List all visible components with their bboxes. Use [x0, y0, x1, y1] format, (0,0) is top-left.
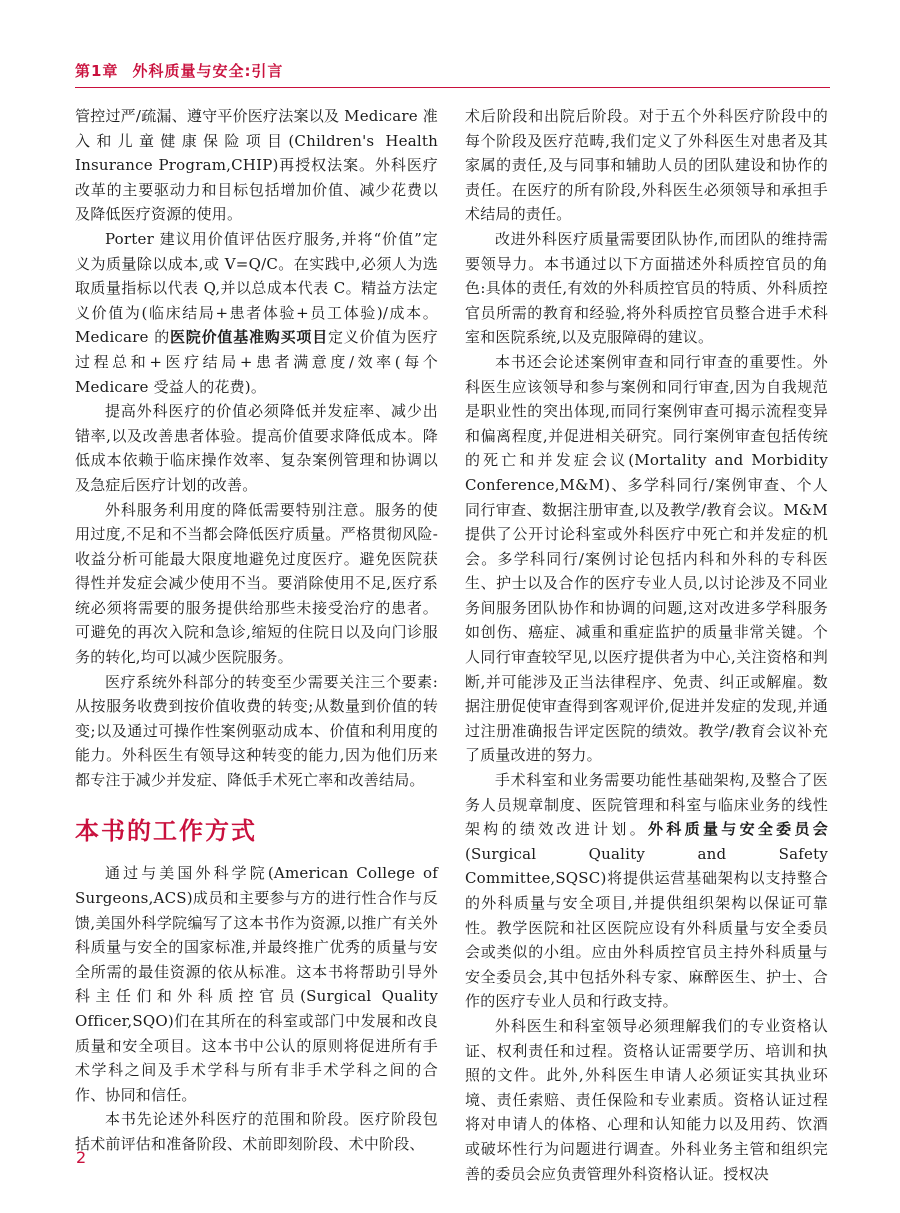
header-divider	[75, 87, 830, 88]
text-run: (Surgical Quality and Safety Committee,SQSC)将提供运营基础架构以支持整合的外科质量与安全项目,并提供组织架构以保证可靠性。教学医院和社区医院应设有外科质量与安全委员会或类似的小组。应由外科质控官员主持外科质量与安全委员会,其中包括外科专家、麻醉医生、护士、合作的医疗专业人员和行政支持。	[465, 844, 828, 1011]
key-term: 外科质量与安全委员会	[648, 820, 828, 839]
running-head	[75, 60, 283, 81]
text-run: 本书先论述外科医疗的范围和阶段。医疗阶段包括术前评估和准备阶段、术前即刻阶段、术中阶段、	[75, 1110, 438, 1153]
text-run: Porter 建议用价值评估医疗服务,并将“价值”定义为质量除以成本,或 V=Q/C。在实践中,必须人为选取质量指标以代表 Q,并以总成本代表 C。精益方法定义价值为(临床结局+患者体验+员工体验)/成本。Medicare 的	[75, 229, 438, 347]
text-run: 改进外科医疗质量需要团队协作,而团队的维持需要领导力。本书通过以下方面描述外科质控官员的角色:具体的责任,有效的外科质控官员的特质、外科质控官员所需的教育和经验,将外科质控官员整合进手术科室和医院系统,以及克服障碍的建议。	[465, 229, 828, 347]
text-run: 手术科室和业务需要功能性基础架构,及整合了医务人员规章制度、医院管理和科室与临床业务的线性架构的绩效改进计划。	[465, 771, 828, 839]
text-run: 外科医生和科室领导必须理解我们的专业资格认证、权利责任和过程。资格认证需要学历、培训和执照的文件。此外,外科医生申请人必须证实其执业环境、责任索赔、责任保险和专业素质。资格认证过程将对申请人的体格、心理和认知能力以及用药、饮酒或破坏性行为问题进行调查。外科业务主管和组织完善的委员会应负责管理外科资格认证。授权决	[465, 1016, 828, 1183]
paragraph	[465, 768, 828, 1014]
text-column-left	[75, 104, 438, 1157]
text-run: 本书还会论述案例审查和同行审查的重要性。外科医生应该领导和参与案例和同行审查,因为自我规范是职业性的突出体现,而同行案例审查可揭示流程变异和偏离程度,并促进相关研究。同行案例审查包括传统的死亡和并发症会议(Mortality and Morbidity Conference,M&M)、多学科同行/案例审查、个人同行审查、数据注册审查,以及教学/教育会议。M&M 提供了公开讨论科室或外科医疗中死亡和并发症的机会。多学科同行/案例讨论包括内科和外科的专科医生、护士以及合作的医疗专业人员,以讨论涉及不同业务间服务团队协作和协调的问题,这对改进多学科服务如创伤、癌症、减重和重症监护的质量非常关键。个人同行审查较罕见,以医疗提供者为中心,关注资格和判断,并可能涉及正当法律程序、免责、纠正或解雇。数据注册促使审查得到客观评价,促进并发症的发现,并通过注册准确报告评定医院的绩效。教学/教育会议补充了质量改进的努力。	[465, 352, 828, 765]
paragraph	[465, 104, 828, 227]
text-run: 管控过严/疏漏、遵守平价医疗法案以及 Medicare 准入和儿童健康保险项目(Children's Health Insurance Program,CHIP)再授权法案。外科医疗改革的主要驱动力和目标包括增加价值、减少花费以及降低医疗资源的使用。	[75, 107, 438, 224]
chapter-title: 外科质量与安全:引言	[132, 62, 284, 80]
paragraph	[75, 861, 438, 1107]
paragraph	[75, 227, 438, 399]
page-number: 2	[76, 1148, 87, 1167]
paragraph	[75, 1107, 438, 1156]
text-run: 提高外科医疗的价值必须降低并发症率、减少出错率,以及改善患者体验。提高价值要求降低成本。降低成本依赖于临床操作效率、复杂案例管理和协调以及急症后医疗计划的改善。	[75, 402, 438, 494]
text-run: 定义价值为医疗过程总和+医疗结局+患者满意度/效率(每个 Medicare 受益人的花费)。	[75, 328, 438, 396]
text-run: 外科服务利用度的降低需要特别注意。服务的使用过度,不足和不当都会降低医疗质量。严格贯彻风险-收益分析可能最大限度地避免过度医疗。避免医院获得性并发症会减少使用不当。要消除使用不足,医疗系统必须将需要的服务提供给那些未接受治疗的患者。可避免的再次入院和急诊,缩短的住院日以及向门诊服务的转化,均可以减少医院服务。	[75, 500, 438, 667]
text-column-right	[465, 104, 828, 1186]
paragraph	[465, 1014, 828, 1186]
paragraph	[465, 227, 828, 350]
paragraph	[465, 350, 828, 768]
text-run: 医疗系统外科部分的转变至少需要关注三个要素:从按服务收费到按价值收费的转变;从数量到价值的转变;以及通过可操作性案例驱动成本、价值和利用度的能力。外科医生有领导这种转变的能力,因为他们历来都专注于减少并发症、降低手术死亡率和改善结局。	[75, 672, 438, 790]
paragraph	[75, 670, 438, 793]
key-term: 医院价值基准购买项目	[170, 328, 328, 347]
paragraph	[75, 104, 438, 227]
text-run: 通过与美国外科学院(American College of Surgeons,ACS)成员和主要参与方的进行性合作与反馈,美国外科学院编写了这本书作为资源,以推广有关外科质量与安全的国家标准,并最终推广优秀的质量与安全所需的最佳资源的依从标准。这本书将帮助引导外科主任们和外科质控官员(Surgical Quality Officer,SQO)们在其所在的科室或部门中发展和改良质量和安全项目。这本书中公认的原则将促进所有手术学科之间及手术学科与所有非手术学科之间的合作、协同和信任。	[75, 864, 438, 1104]
section-heading: 本书的工作方式	[75, 816, 257, 845]
chapter-label: 第1章	[75, 62, 119, 80]
paragraph	[75, 498, 438, 670]
paragraph	[75, 399, 438, 497]
text-run: 术后阶段和出院后阶段。对于五个外科医疗阶段中的每个阶段及医疗范畴,我们定义了外科医生对患者及其家属的责任,及与同事和辅助人员的团队建设和协作的责任。在医疗的所有阶段,外科医生必须领导和承担手术结局的责任。	[465, 107, 828, 224]
